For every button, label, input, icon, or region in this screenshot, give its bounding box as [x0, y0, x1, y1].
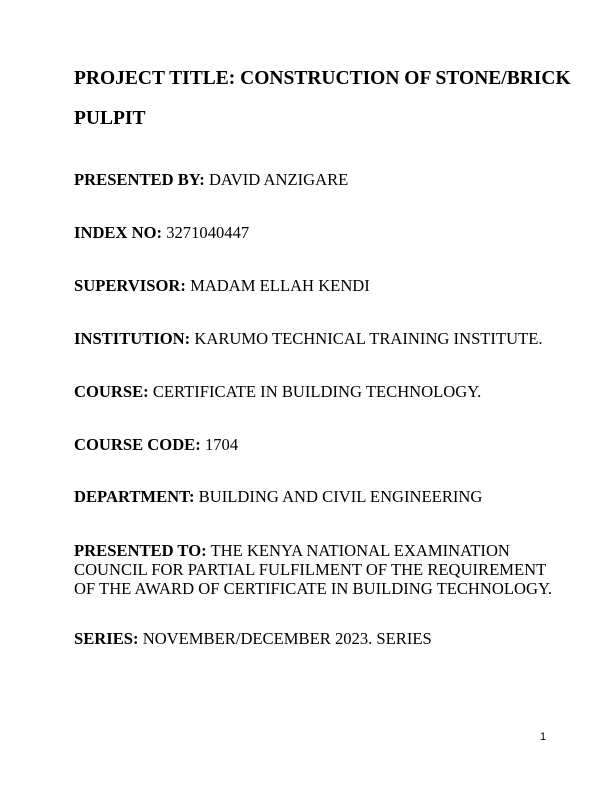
index-no-field	[74, 223, 249, 242]
project-title-line-1: PROJECT TITLE: CONSTRUCTION OF STONE/BRICK	[74, 68, 571, 89]
index-no-value: 3271040447	[166, 223, 250, 242]
page-number: 1	[540, 731, 547, 743]
department-value: BUILDING AND CIVIL ENGINEERING	[198, 487, 483, 506]
course-label: COURSE:	[74, 382, 149, 401]
series-field	[74, 629, 432, 648]
series-value: NOVEMBER/DECEMBER 2023. SERIES	[142, 629, 432, 648]
supervisor-value: MADAM ELLAH KENDI	[190, 276, 370, 295]
course-value: CERTIFICATE IN BUILDING TECHNOLOGY.	[152, 382, 482, 401]
presented-by-field	[74, 170, 348, 189]
institution-value: KARUMO TECHNICAL TRAINING INSTITUTE.	[194, 329, 543, 348]
presented-to-field	[74, 541, 554, 598]
presented-by-value: DAVID ANZIGARE	[208, 170, 349, 189]
supervisor-field	[74, 276, 370, 295]
course-code-label: COURSE CODE:	[74, 435, 201, 454]
index-no-label: INDEX NO:	[74, 223, 163, 242]
presented-by-label: PRESENTED BY:	[74, 170, 205, 189]
presented-to-value: THE KENYA NATIONAL EXAMINATION COUNCIL FOR PARTIAL FULFILMENT OF THE REQUIREMENT OF THE AWARD OF CERTIFICATE IN BUILDING TECHNOLOGY.	[74, 541, 552, 598]
institution-field	[74, 329, 543, 348]
course-field	[74, 382, 481, 401]
institution-label: INSTITUTION:	[74, 329, 191, 348]
department-label: DEPARTMENT:	[74, 487, 195, 506]
supervisor-label: SUPERVISOR:	[74, 276, 186, 295]
project-title-line-2: PULPIT	[74, 108, 146, 129]
presented-to-label: PRESENTED TO:	[74, 541, 207, 560]
series-label: SERIES:	[74, 629, 139, 648]
course-code-value: 1704	[204, 435, 239, 454]
department-field	[74, 487, 482, 506]
course-code-field	[74, 435, 238, 454]
